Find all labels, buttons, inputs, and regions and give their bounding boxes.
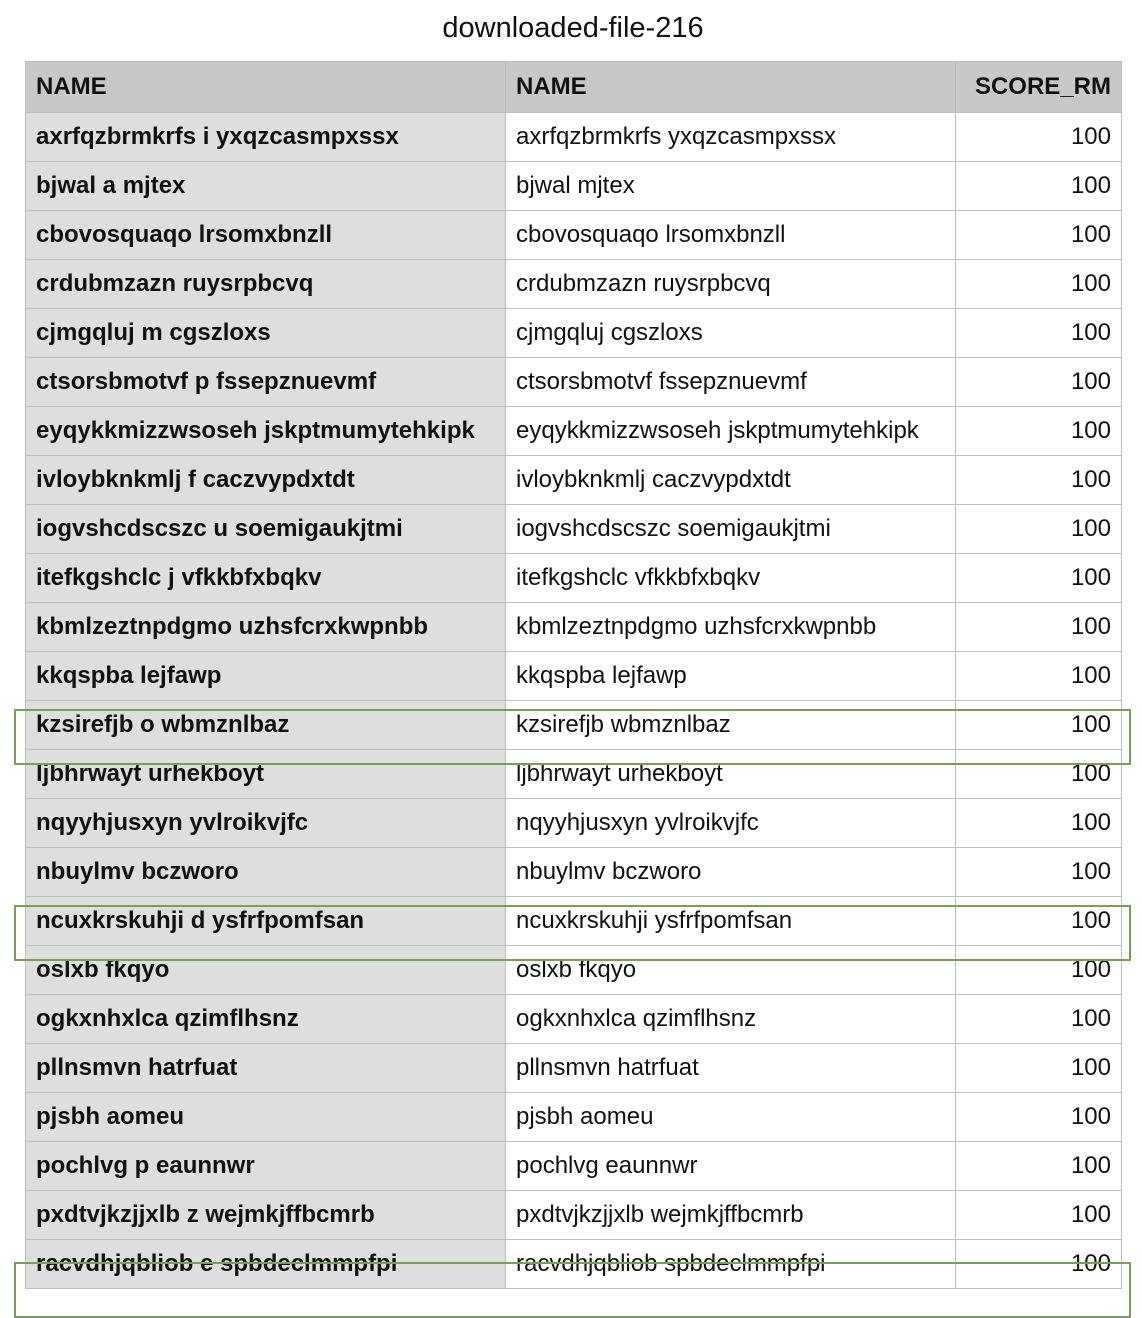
table-row[interactable]	[26, 260, 1122, 309]
cell-name-b: bjwal mjtex	[506, 162, 956, 211]
cell-name-a: racvdhjqbliob e spbdeclmmpfpi	[26, 1240, 506, 1289]
page-title: downloaded-file-216	[442, 12, 704, 44]
table-row[interactable]	[26, 848, 1122, 897]
cell-name-b: itefkgshclc vfkkbfxbqkv	[506, 554, 956, 603]
table-row[interactable]	[26, 211, 1122, 260]
table-row[interactable]	[26, 505, 1122, 554]
cell-name-b: eyqykkmizzwsoseh jskptmumytehkipk	[506, 407, 956, 456]
cell-name-a: kzsirefjb o wbmznlbaz	[26, 701, 506, 750]
cell-name-b: kbmlzeztnpdgmo uzhsfcrxkwpnbb	[506, 603, 956, 652]
table-row[interactable]	[26, 1142, 1122, 1191]
cell-name-b: pjsbh aomeu	[506, 1093, 956, 1142]
cell-name-a: kbmlzeztnpdgmo uzhsfcrxkwpnbb	[26, 603, 506, 652]
table-row[interactable]	[26, 113, 1122, 162]
cell-score-rm: 100	[956, 603, 1122, 652]
table-row[interactable]	[26, 456, 1122, 505]
table-row[interactable]	[26, 1044, 1122, 1093]
table-row[interactable]	[26, 554, 1122, 603]
table-row[interactable]	[26, 1240, 1122, 1289]
cell-score-rm: 100	[956, 1093, 1122, 1142]
cell-name-a: cbovosquaqo lrsomxbnzll	[26, 211, 506, 260]
cell-name-a: ivloybknkmlj f caczvypdxtdt	[26, 456, 506, 505]
cell-name-a: axrfqzbrmkrfs i yxqzcasmpxssx	[26, 113, 506, 162]
table-header-row	[26, 62, 1122, 113]
cell-name-a: ctsorsbmotvf p fssepznuevmf	[26, 358, 506, 407]
column-header-score-rm[interactable]: SCORE_RM	[956, 62, 1122, 113]
cell-score-rm: 100	[956, 799, 1122, 848]
cell-score-rm: 100	[956, 358, 1122, 407]
cell-name-a: pxdtvjkzjjxlb z wejmkjffbcmrb	[26, 1191, 506, 1240]
cell-score-rm: 100	[956, 848, 1122, 897]
cell-name-b: oslxb fkqyo	[506, 946, 956, 995]
column-header-name-2[interactable]: NAME	[506, 62, 956, 113]
cell-name-b: pochlvg eaunnwr	[506, 1142, 956, 1191]
cell-name-b: kkqspba lejfawp	[506, 652, 956, 701]
cell-name-a: kkqspba lejfawp	[26, 652, 506, 701]
cell-score-rm: 100	[956, 211, 1122, 260]
cell-name-b: nqyyhjusxyn yvlroikvjfc	[506, 799, 956, 848]
table-body	[26, 113, 1122, 1289]
table-row[interactable]	[26, 1191, 1122, 1240]
cell-name-a: iogvshcdscszc u soemigaukjtmi	[26, 505, 506, 554]
table-row[interactable]	[26, 407, 1122, 456]
cell-name-a: pllnsmvn hatrfuat	[26, 1044, 506, 1093]
cell-score-rm: 100	[956, 309, 1122, 358]
cell-score-rm: 100	[956, 113, 1122, 162]
cell-name-b: ivloybknkmlj caczvypdxtdt	[506, 456, 956, 505]
table-row[interactable]	[26, 1093, 1122, 1142]
cell-name-b: axrfqzbrmkrfs yxqzcasmpxssx	[506, 113, 956, 162]
cell-name-b: racvdhjqbliob spbdeclmmpfpi	[506, 1240, 956, 1289]
cell-name-b: kzsirefjb wbmznlbaz	[506, 701, 956, 750]
table-row[interactable]	[26, 309, 1122, 358]
table-row[interactable]	[26, 652, 1122, 701]
cell-name-a: eyqykkmizzwsoseh jskptmumytehkipk	[26, 407, 506, 456]
table-row[interactable]	[26, 897, 1122, 946]
table-row[interactable]	[26, 946, 1122, 995]
table-row[interactable]	[26, 701, 1122, 750]
cell-name-b: ctsorsbmotvf fssepznuevmf	[506, 358, 956, 407]
table-row[interactable]	[26, 799, 1122, 848]
column-header-name-1[interactable]: NAME	[26, 62, 506, 113]
cell-name-b: iogvshcdscszc soemigaukjtmi	[506, 505, 956, 554]
table-row[interactable]	[26, 358, 1122, 407]
cell-score-rm: 100	[956, 750, 1122, 799]
cell-name-a: ogkxnhxlca qzimflhsnz	[26, 995, 506, 1044]
table-row[interactable]	[26, 603, 1122, 652]
cell-score-rm: 100	[956, 1044, 1122, 1093]
cell-name-a: oslxb fkqyo	[26, 946, 506, 995]
cell-score-rm: 100	[956, 260, 1122, 309]
cell-score-rm: 100	[956, 407, 1122, 456]
cell-score-rm: 100	[956, 652, 1122, 701]
table-row[interactable]	[26, 995, 1122, 1044]
cell-name-b: crdubmzazn ruysrpbcvq	[506, 260, 956, 309]
cell-name-b: pllnsmvn hatrfuat	[506, 1044, 956, 1093]
cell-name-a: nqyyhjusxyn yvlroikvjfc	[26, 799, 506, 848]
cell-score-rm: 100	[956, 946, 1122, 995]
cell-name-a: pochlvg p eaunnwr	[26, 1142, 506, 1191]
cell-name-a: bjwal a mjtex	[26, 162, 506, 211]
cell-score-rm: 100	[956, 554, 1122, 603]
cell-name-a: itefkgshclc j vfkkbfxbqkv	[26, 554, 506, 603]
cell-score-rm: 100	[956, 1142, 1122, 1191]
cell-name-a: nbuylmv bczworo	[26, 848, 506, 897]
cell-name-b: ljbhrwayt urhekboyt	[506, 750, 956, 799]
cell-name-b: ogkxnhxlca qzimflhsnz	[506, 995, 956, 1044]
cell-name-a: cjmgqluj m cgszloxs	[26, 309, 506, 358]
cell-name-b: nbuylmv bczworo	[506, 848, 956, 897]
cell-name-b: cbovosquaqo lrsomxbnzll	[506, 211, 956, 260]
cell-score-rm: 100	[956, 701, 1122, 750]
cell-name-a: ljbhrwayt urhekboyt	[26, 750, 506, 799]
table-row[interactable]	[26, 162, 1122, 211]
cell-name-b: pxdtvjkzjjxlb wejmkjffbcmrb	[506, 1191, 956, 1240]
cell-score-rm: 100	[956, 505, 1122, 554]
table-row[interactable]	[26, 750, 1122, 799]
data-table	[25, 61, 1122, 1289]
cell-score-rm: 100	[956, 897, 1122, 946]
cell-score-rm: 100	[956, 162, 1122, 211]
cell-score-rm: 100	[956, 456, 1122, 505]
cell-name-a: ncuxkrskuhji d ysfrfpomfsan	[26, 897, 506, 946]
cell-name-b: ncuxkrskuhji ysfrfpomfsan	[506, 897, 956, 946]
cell-score-rm: 100	[956, 1240, 1122, 1289]
cell-name-a: pjsbh aomeu	[26, 1093, 506, 1142]
cell-name-b: cjmgqluj cgszloxs	[506, 309, 956, 358]
cell-score-rm: 100	[956, 1191, 1122, 1240]
cell-name-a: crdubmzazn ruysrpbcvq	[26, 260, 506, 309]
cell-score-rm: 100	[956, 995, 1122, 1044]
